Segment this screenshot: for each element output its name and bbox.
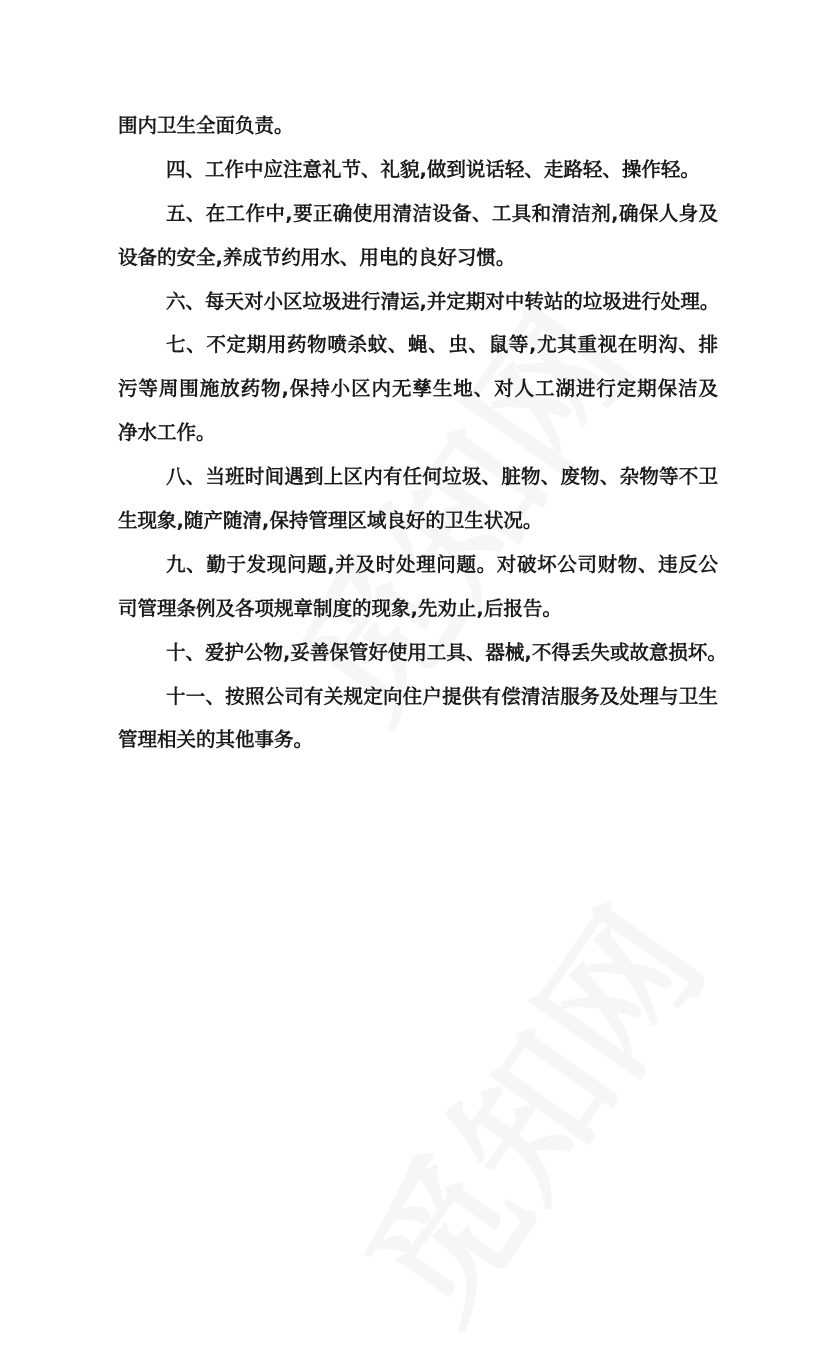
paragraph-line: 八、当班时间遇到上区内有任何垃圾、脏物、废物、杂物等不卫 [166, 465, 718, 489]
paragraph [118, 192, 718, 280]
document-body [118, 104, 727, 762]
paragraph-line: 十一、按照公司有关规定向住户提供有偿清洁服务及处理与卫生 [166, 684, 718, 708]
paragraph-line: 七、不定期用药物喷杀蚊、蝇、虫、鼠等,尤其重视在明沟、排 [166, 333, 718, 357]
paragraph [118, 104, 718, 148]
paragraph-line: 污等周围施放药物,保持小区内无孳生地、对人工湖进行定期保洁及 [118, 377, 718, 401]
paragraph-line: 围内卫生全面负责。 [118, 114, 294, 137]
paragraph-line: 九、勤于发现问题,并及时处理问题。对破坏公司财物、违反公 [166, 552, 718, 576]
paragraph [118, 148, 718, 192]
paragraph [118, 280, 718, 324]
paragraph [118, 323, 718, 455]
paragraph [118, 455, 718, 543]
watermark [307, 862, 742, 1354]
paragraph-line: 设备的安全,养成节约用水、用电的良好习惯。 [118, 245, 516, 269]
paragraph-line: 净水工作。 [118, 421, 216, 445]
paragraph [118, 631, 727, 675]
paragraph-line: 十、爱护公物,妥善保管好使用工具、器械,不得丢失或故意损坏。 [166, 640, 727, 664]
paragraph-line: 四、工作中应注意礼节、礼貌,做到说话轻、走路轻、操作轻。 [166, 157, 700, 181]
paragraph-line: 六、每天对小区垃圾进行清运,并定期对中转站的垃圾进行处理。 [166, 289, 720, 313]
paragraph-line: 五、在工作中,要正确使用清洁设备、工具和清洁剂,确保人身及 [166, 201, 718, 225]
paragraph [118, 543, 718, 631]
paragraph-line: 生现象,随产随清,保持管理区域良好的卫生状况。 [118, 509, 543, 533]
paragraph-line: 司管理条例及各项规章制度的现象,先劝止,后报告。 [118, 596, 562, 620]
paragraph [118, 675, 718, 763]
paragraph-line: 管理相关的其他事务。 [118, 728, 314, 752]
